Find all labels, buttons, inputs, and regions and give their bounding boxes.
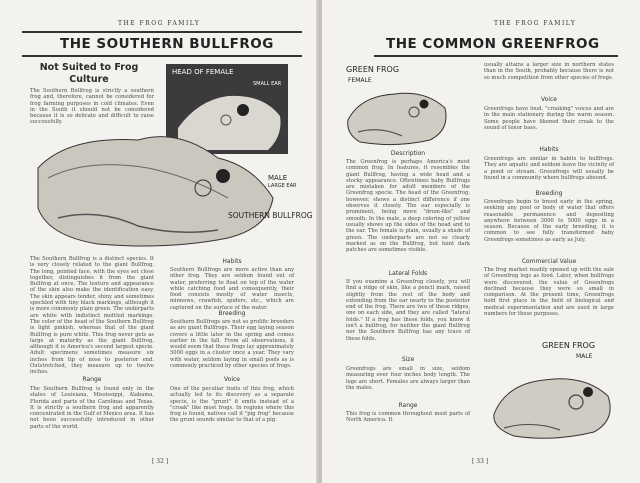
label-large-ear: LARGE EAR [268, 183, 297, 189]
bullfrog-illustration [28, 58, 313, 258]
voice-text: One of the peculiar traits of this frog, which actually led to its discovery as a separate specie, is the "grunt" it emits instead of a "croak" like most frogs. In regions where this frog is found, natives call it "pig frog" because the grunt sounds similar to that of a pig. [170, 386, 294, 424]
lateral-folds-heading: Lateral Folds [388, 270, 428, 277]
page-number: [ 32 ] [152, 458, 169, 465]
breeding-heading: Breeding [218, 310, 246, 317]
male-frog-body [494, 379, 610, 439]
title-rule-top [22, 31, 302, 33]
page-title: THE COMMON GREENFROG [386, 36, 600, 52]
label-green-frog: GREEN FROG [346, 65, 400, 74]
description-text: The Greenfrog is perhaps America's most common frog. In features, it resembles the giant Bullfrog, having a wide head and a stocky appearance. Oftentimes baby Bullfrogs are mistaken for adult members of the Greenfrog specie. The head of the Greenfrog, however, shows a distinct difference if one observes it closely. The ear especially is prominent, being more "drum-like" and smooth. In the male, a deep coloring of yellow usually shows up the sides of the head and to the ear. The female is plain, usually a shade of green. The underparts are not so clearly marked as on the Bullfrog, but faint dark patches are sometimes visible. [346, 159, 470, 254]
habits-heading: Habits [539, 146, 559, 153]
female-eye [237, 104, 249, 116]
lateral-folds-text: If you examine a Greenfrog closely, you will find a ridge of skin, like a pencil mark, raised slightly from the rest of the body and extending from the ear nearly to the posterior end of the frog. There are two of these ridges, one on each side, and they are called "lateral folds." If a frog has these folds, you know it isn't a bullfrog, for neither the giant Bullfrog nor the Southern Bullfrog has any trace of these folds. [346, 279, 470, 342]
range-text: This frog is common throughout most parts of North America. It [346, 411, 470, 424]
label-female: FEMALE [348, 77, 372, 84]
habits-text: Greenfrogs are similar in habits to bullfrogs. They are aquatic and seldom leave the vicinity of a pond or stream. Greenfrogs will usually be found in a community where bullfrogs abound. [484, 156, 614, 181]
range-text: The Southern Bullfrog is found only in the states of Louisiana, Mississippi, Alabama, Florida and parts of the Carolinas and Texas. It is strictly a southern frog and apparently concentrated in the Gulf of Mexico area. It has not been successfully introduced in other parts of the world. [30, 386, 154, 430]
left-page [0, 0, 318, 483]
habits-text: Southern Bullfrogs are more active than any other frog. They are seldom found out of water, preferring to float on top of the water while catching food and consequently, their food consists mostly of water insects, minnows, crawfish, spiders, etc., which are captured on the surface of the water. [170, 267, 294, 311]
running-head: THE FROG FAMILY [494, 20, 577, 27]
commercial-value-heading: Commercial Value [521, 258, 577, 265]
right-page [322, 0, 640, 483]
running-head: THE FROG FAMILY [118, 20, 201, 27]
title-rule-bottom [22, 55, 302, 57]
breeding-heading: Breeding [535, 190, 563, 197]
sidebar-heading: Not Suited to Frog Culture [39, 62, 139, 85]
label-green-frog-male: GREEN FROG [542, 341, 596, 350]
title-rule [374, 55, 618, 57]
habits-heading: Habits [222, 258, 242, 265]
female-frog-eye [420, 100, 429, 109]
male-eye [216, 169, 230, 183]
label-small-ear: SMALL EAR [253, 81, 282, 87]
commercial-value-text: The frog market readily opened up with the sale of Greenfrog legs as food. Later, when bullfrogs were discovered, the value of Greenfrogs declined because they were so small in comparison. At the present time, Greenfrogs hold first place in the field of biological and medical experimentation and are used in large numbers for these purposes. [484, 267, 614, 318]
female-greenfrog-illustration [340, 60, 456, 150]
voice-heading: Voice [541, 96, 557, 103]
voice-heading: Voice [224, 376, 240, 383]
label-male: MALE [268, 174, 288, 182]
description-heading: Description [390, 150, 426, 157]
breeding-text: Greenfrogs begin to breed early in the spring, seeking any pool or body of water that offers reasonable permanence and depositing anywhere between 3000 to 5000 eggs in a season. Because of the early breeding, it is common to see fully transformed baby Greenfrogs sometimes as early as July. [484, 199, 614, 243]
breeding-text: Southern Bullfrogs are not so prolific breeders as are giant Bullfrogs. Their egg laying season covers a little later in the spring and comes earlier in the fall. From all observations, it would seem that these frogs lay approximately 5000 eggs in a cluster once a year. They vary with water, seldom laying in small pools as is commonly practiced by other species of frogs. [170, 319, 294, 370]
male-greenfrog-illustration [484, 334, 624, 446]
left-col1-text: The Southern Bullfrog is a distinct species. It is very closely related to the giant Bullfrog. The long, pointed face, with the eyes set close together, distinguishes it from the giant Bullfrog at once. The texture and appearance of the skin also make the identification easy. The skin appears tender, shiny and sometimes speckled with tiny black markings, although it is more commonly plain green. The underparts are white with indistinct mottled markings. The color of the head of the Southern Bullfrog is light pinkish, whereas that of the giant Bullfrog is pure white. This frog never gets as large at maturity as the giant Bullfrog, although it is America's second largest specie. Adult specimens sometimes measure six inches from tip of nose to posterior end. Outstretched, they measure up to twelve inches. [30, 256, 154, 376]
intro-text: The Southern Bullfrog is strictly a southern frog and, therefore, cannot be considered for frog farming purposes in cold climates. Even in the South it should not be considered because it is so delicate and difficult to raise successfully. [30, 88, 154, 126]
page-title: THE SOUTHERN BULLFROG [60, 36, 274, 52]
col2-top-text: usually attains a larger size in northern states than in the South, probably because there is not so much competition from other species of frogs. [484, 62, 614, 81]
voice-text: Greenfrogs have loud, "croaking" voices and are in the main stationary during the warm season. Some people have likened their croak to the sound of tenor bass. [484, 106, 614, 131]
label-male: MALE [576, 353, 593, 360]
page-number: [ 33 ] [472, 458, 489, 465]
size-heading: Size [401, 356, 415, 363]
male-frog-eye [583, 387, 593, 397]
size-text: Greenfrogs are small in size, seldom measuring over four inches body length. The legs are short. Females are always larger than the males. [346, 366, 470, 391]
range-heading: Range [82, 376, 102, 383]
label-species: SOUTHERN BULLFROG [228, 211, 313, 220]
female-frog-body [348, 93, 446, 144]
label-head-of-female: HEAD OF FEMALE [172, 68, 234, 76]
range-heading: Range [398, 402, 418, 409]
